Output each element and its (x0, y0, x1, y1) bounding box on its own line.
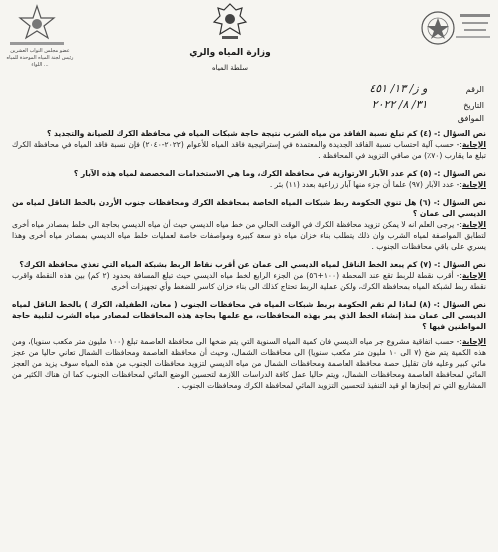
date-value: ٣١/ ٨/ ٢٠٢٢ (371, 98, 428, 111)
letterhead (0, 0, 498, 123)
reference-line (369, 82, 484, 95)
answer-8 (12, 336, 486, 391)
answer-label: الإجابة (461, 180, 486, 189)
answer-6 (12, 219, 486, 252)
authority-name: سلطة المياه (212, 64, 248, 72)
parliament-logo-icon (4, 4, 70, 48)
question-4: نص السؤال :- (٤) كم تبلغ نسبة الفاقد من مياه الشرب نتيجة حاجة شبكات المياه في محافظة الكرك للصيانة والتجديد ؟ (46, 129, 486, 138)
answer-text: :- عدد الآبار (٩٧) علما أن جزء منها آبار زراعية بعدد (١١) بئر . (269, 180, 462, 189)
reference-label: الرقم (465, 85, 484, 94)
answer-label: الإجابة (461, 271, 486, 280)
answer-4 (12, 139, 486, 161)
answer-text: :- حسب اتفاقية مشروع جر مياه الديسي فان كمية المياه السنوية التي يتم ضخها الى محافظة العاصمة تبلغ (١٠٠ مليون متر مكعب سنويا)، ومن هذه الكمية يتم ضخ (٧ الى ١٠ مليون متر مكعب سنويا) الى محافظات الشمال، وحيث أن محافظة العاصمة ومحافظات الشمال تعاني حاليا من عجز مائي كبير وعليه فان تقليل حصة محافظة العاصمة ومحافظات الشمال من مياه الديسي لتزويد محافظات الجنوب من هذه المياه سوف يزيد من العجز المائي لمحافظة العاصمة ومحافظات الشمال، ويتم حاليا عمل كافة الدراسات اللازمة لتحسين الوضع المائي لمحافظات الجنوب كما ان هناك الكثير من المشاريع التي تم إنجازها او قيد التنفيذ لتحسين التزويد المائي لمحافظة الكرك ومحافظات الجنوب . (12, 337, 486, 390)
question-7: نص السؤال :- (٧) كم يبعد الخط الناقل لمياه الديسي الى عمان عن أقرب نقاط الربط بشبكة المياه التي تغذي محافظة الكرك؟ (19, 260, 486, 269)
answer-label: الإجابة (461, 220, 486, 229)
question-6: نص السؤال :- (٦) هل تنوي الحكومة ربط شبكات المياه الخاصة بمحافظة الكرك ومحافظات جنوب الأردن بالخط الناقل لمياه من الديسي الى عمان ؟ (12, 198, 486, 218)
question-8: نص السؤال :- (٨) لماذا لم تقم الحكومة بربط شبكات المياه في محافظات الجنوب ( معان، الطفيلة، الكرك ) بالخط الناقل لمياه الديسي الى عمان منذ إنشاء الخط الذي يمر بهذه المحافظات، مع علمها بحاجة هذه المحافظات لمصادر مياه الشرب لتلبية حاجة المواطنين فيها ؟ (12, 300, 486, 331)
ministry-insignia-icon (416, 4, 492, 64)
answer-text: :- حسب آلية احتساب نسبة الفاقد الجديدة والمعتمدة في إستراتيجية فاقد المياه للأعوام (٢٠٢٢-٢٠٤٠) فإن نسبة فاقد المياه في محافظة الكرك تبلغ ما يقارب (٧٠٪) من صافي التزويد في المحافظة . (12, 140, 486, 160)
answer-text: :- يرجى العلم انه لا يمكن تزويد محافظة الكرك في الوقت الحالي من خط مياه الديسي حيث أن مياه الديسي بحاجة الى خلط بمصادر مياه أخرى لتطابق المواصفة لمياه الشرب وان ذلك يتطلب بناء خزان مياه ذو سعة كبيرة ومواصفات خاصة لعمليات خلط مياه الديسي بمصادر مياه أخرى وهذا يسري على باقي محافظات الجنوب . (12, 220, 486, 251)
ministry-name: وزارة المياه والري (189, 48, 271, 58)
correspondence-label: الموافق (457, 114, 484, 123)
date-label: التاريخ (463, 101, 484, 110)
answer-7 (12, 270, 486, 292)
date-line (372, 98, 484, 111)
parliament-member-text: عضو مجلس النواب العشرين رئيس لجنة المياه الموحدة للمياه اللواء ... (6, 48, 74, 68)
jordan-crest-icon (212, 2, 248, 42)
correspondence-line (438, 114, 484, 123)
qa-body (12, 128, 486, 391)
answer-label: الإجابة (461, 337, 487, 346)
question-5: نص السؤال :- (٥) كم عدد الآبار الارتوازية في محافظة الكرك، وما هي الاستخدامات المخصصة لمياه هذه الآبار ؟ (73, 169, 486, 178)
answer-text: :- أقرب نقطة للربط تقع عند المحطة (١٠٠+٥٦) من الجزء الرابع لخط مياه الديسي حيث تبلغ المسافة بحدود (٢ كم) بين هذه النقطة واقرب نقطة ربط لشبكة المياه بمحافظة الكرك، ولكن عملية الربط تحتاج كذلك الى بناء خزان كاسر للضغط وأي تجهيزات أخرى (12, 271, 486, 291)
answer-5 (12, 179, 486, 190)
reference-value: و ز/ ١٣/ ٤٥١ (369, 82, 428, 95)
answer-label: الإجابة (461, 140, 486, 149)
